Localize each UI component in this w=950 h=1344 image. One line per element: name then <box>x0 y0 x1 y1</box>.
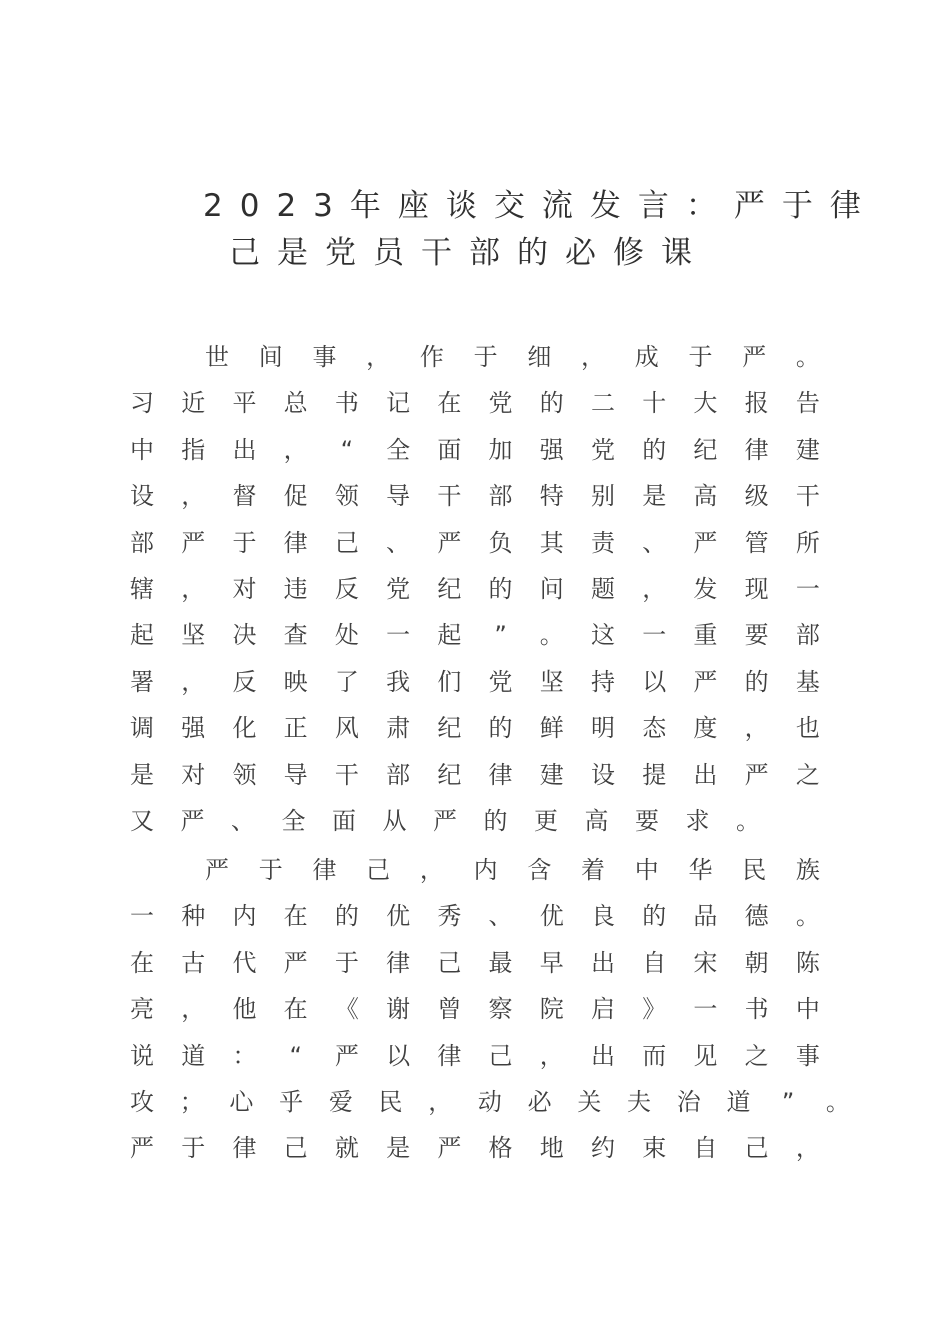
paragraph-2-line-5: 说 道 ： “ 严 以 律 己 ， 出 而 见 之 事 <box>130 1041 820 1070</box>
paragraph-1-line-11: 又 严 、 全 面 从 严 的 更 高 要 求 。 <box>130 807 760 835</box>
paragraph-1-line-7: 起 坚 决 查 处 一 起 ” 。 这 一 重 要 部 <box>130 621 820 650</box>
paragraph-2-line-6: 攻 ； 心 乎 爱 民 ， 动 必 关 夫 治 道 ” 。 <box>130 1088 850 1116</box>
document-title-line-2: 己是党员干部的必修课 <box>229 235 709 271</box>
paragraph-1-line-2: 习 近 平 总 书 记 在 党 的 二 十 大 报 告 <box>130 389 820 418</box>
paragraph-1-line-5: 部 严 于 律 己 、 严 负 其 责 、 严 管 所 <box>130 528 820 557</box>
paragraph-2-line-2: 一 种 内 在 的 优 秀 、 优 良 的 品 德 。 <box>130 902 820 931</box>
paragraph-1-line-9: 调 强 化 正 风 肃 纪 的 鲜 明 态 度 ， 也 <box>130 714 820 743</box>
document-title-line-1: 2023年座谈交流发言：严于律 <box>203 188 878 224</box>
paragraph-1-line-6: 辖 ， 对 违 反 党 纪 的 问 题 ， 发 现 一 <box>130 575 820 603</box>
paragraph-1-line-10: 是 对 领 导 干 部 纪 律 建 设 提 出 严 之 <box>130 760 820 789</box>
paragraph-1-line-3: 中 指 出 ， “ 全 面 加 强 党 的 纪 律 建 <box>130 435 820 464</box>
paragraph-2-line-1: 严 于 律 己 ， 内 含 着 中 华 民 族 <box>205 856 820 884</box>
paragraph-2-line-3: 在 古 代 严 于 律 己 最 早 出 自 宋 朝 陈 <box>130 948 820 977</box>
paragraph-2-line-7: 严 于 律 己 就 是 严 格 地 约 束 自 己 ， <box>130 1134 820 1163</box>
paragraph-1-line-4: 设 ， 督 促 领 导 干 部 特 别 是 高 级 干 <box>130 482 820 511</box>
paragraph-2-line-4: 亮 ， 他 在 《 谢 曾 察 院 启 》 一 书 中 <box>130 995 820 1024</box>
paragraph-1-line-8: 署 ， 反 映 了 我 们 党 坚 持 以 严 的 基 <box>130 667 820 696</box>
paragraph-1-line-1: 世 间 事 ， 作 于 细 ， 成 于 严 。 <box>205 343 820 371</box>
